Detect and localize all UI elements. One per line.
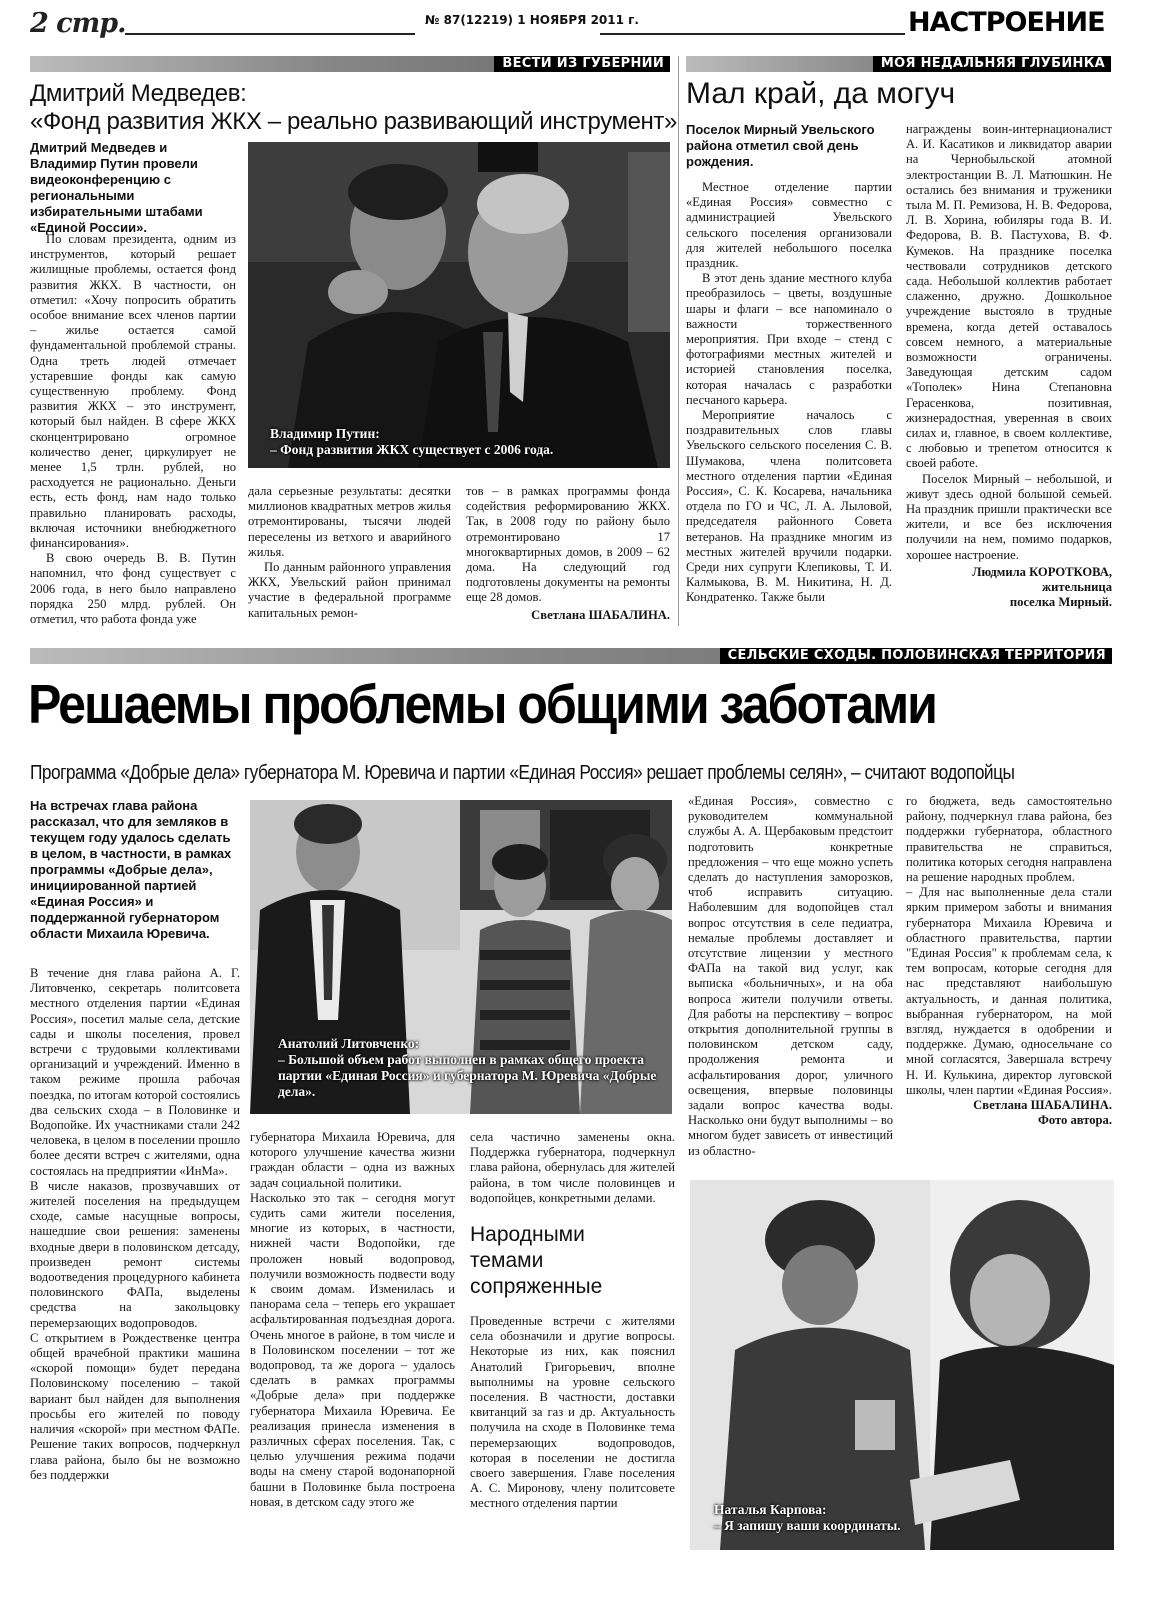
article2-lede: Поселок Мирный Увельского района отметил свой день рождения. bbox=[686, 122, 875, 169]
article3-paragraph: «Единая Россия», совместно с руководителем коммунальной службы А. А. Щербаковым предстоит подготовить конкретные предложения – что еще можно успеть сделать до наступления заморозков, чтоб исправить ситуацию. Наболевшим для водопойцев стал вопрос отсутствия в селе педиатра, немалые проблемы доставляет и отсутствие лицензии у местного ФАПа на такой вид услуг, как выписка «больничных», и на оба вопроса жители получили ответы. Для работы на перспективу – вопрос открытия дополнительной группы в половинском детском саду, продолжения ремонта и асфальтирования дорог, уличного освещения, впервые половинцы задали вопрос качества воды. Насколько они будут выполнимы – во многом будет зависеть от инвестиций из областно- bbox=[688, 794, 893, 1158]
article3-paragraph: С открытием в Рождественке центра общей врачебной практики машина «скорой помощи» будет передана Половинскому поселению – такой вариант был найден для выполнения просьбы его жителей по поводу наличия «скорой» при местном ФАПе. Решение таких вопросов, подчеркнул глава района, было бы не возможно без поддержки bbox=[30, 1330, 240, 1482]
rubric-village: СЕЛЬСКИЕ СХОДЫ. ПОЛОВИНСКАЯ ТЕРРИТОРИЯ bbox=[720, 648, 1112, 664]
article1-paragraph: В свою очередь В. В. Путин напомнил, что фонд существует с 2006 года, в него было направлено порядка 250 млрд. рублей. Он отметил, что работа фонда уже bbox=[30, 551, 236, 627]
karpova-photo bbox=[690, 1180, 1114, 1550]
article1-signature: Светлана ШАБАЛИНА. bbox=[531, 607, 670, 622]
article2-paragraph: награждены воин-интернационалист А. И. Касатиков и ликвидатор аварии на Чернобыльской атомной электростанции В. Л. Матюшкин. Не остались без внимания и труженики тыла М. П. Ремизова, Н. В. Федорова, Л. В. Хорина, юбиляры года В. И. Федорова, В. В. Пастухова, В. Ф. Кумеков. На празднике поселка чествовали сотрудников детского сада. Небольшой коллектив работает слаженно, дружно. Дошкольное учреждение выстояло в трудные времена, когда детей оставалось совсем немного, а материальные возможности ограничены. Заведующая детским садом «Тополек» Нина Степановна Герасенкова, позитивная, жизнерадостная, уверенная в своих силах и, главное, в своем коллективе, с любовью и трепетом относится к своей работе. bbox=[906, 122, 1112, 471]
article2-signature-name: Людмила КОРОТКОВА, bbox=[972, 564, 1112, 579]
article2-column-1 bbox=[686, 180, 892, 606]
article3-photo2-caption bbox=[714, 1502, 901, 1534]
article3-subhead-line3: сопряженные bbox=[470, 1275, 603, 1299]
article3-photo2-caption-speaker: Наталья Карпова: bbox=[714, 1502, 827, 1517]
section-title: НАСТРОЕНИЕ bbox=[908, 7, 1105, 38]
article1-title-line1: Дмитрий Медведев: bbox=[30, 80, 247, 107]
article1-column-1 bbox=[30, 232, 236, 627]
article3-signature: Светлана ШАБАЛИНА. bbox=[973, 1098, 1112, 1113]
article3-paragraph: Проведенные встречи с жителями села обозначили и другие вопросы. Некоторые из них, как пояснил Анатолий Григорьевич, вполне выполнимы на уровне сельского поселения. В частности, доставки квитанций за газ и др. Актуальность получила на сходе в Половинке тема перемерзающих водопроводов, которая в поселении не достигла своего завершения. Главе поселения А. С. Миронову, члену политсовете местного отделения партии bbox=[470, 1314, 675, 1511]
article3-photo1-caption bbox=[278, 1036, 668, 1100]
issue-info: № 87(12219) 1 НОЯБРЯ 2011 г. bbox=[425, 13, 639, 27]
column-divider bbox=[678, 56, 679, 626]
page-number: 2 стр. bbox=[30, 8, 126, 39]
article1-paragraph: По словам президента, одним из инструментов, который решает жилищные проблемы, остается фонд развития ЖКХ. В частности, он отметил: «Хочу попросить обратить особое внимание всех членов партии – жилье остается самой фундаментальной проблемой страны. Одна треть людей отмечает устаревшие фонды как самую существенную проблему. Фонд развития ЖКХ – это инструмент, который был найден. В сфере ЖКХ сконцентрировано огромное количество денег, циркулирует не менее 1,5 трлн. рублей, но расходуется не рационально. Деньги есть, есть фонд, нам надо только правильно планировать расходы, включая источники внебюджетного финансирования». bbox=[30, 232, 236, 551]
article3-headline: Решаемы проблемы общими заботами bbox=[28, 673, 936, 735]
article3-paragraph: В числе наказов, прозвучавших от жителей поселения на предыдущем сходе, самые насущные вопросы, нашедшие свои решения: заменены входные двери в половинском детсаду, произведен ремонт системы водоотведения процедурного кабинета половинского ФАПа, выделены средства на закольцовку перемерзающих водопроводов. bbox=[30, 1178, 240, 1330]
medvedev-putin-photo bbox=[248, 142, 670, 468]
article2-paragraph: В этот день здание местного клуба преобразилось – цветы, воздушные шары и флаги – все напоминало о важности торжественного мероприятия. При входе – стенд с фотографиями местных жителей и историей становления поселка, которая началась с разработки песчаного карьера. bbox=[686, 271, 892, 407]
article3-paragraph: Насколько это так – сегодня могут судить сами жители поселения, многие из которых, в частности, нижней части Водопойки, где проложен новый водопровод, получили возможность подвести воду к своим домам. Изменилась и панорама села – теперь его украшает асфальтированная подъездная дорога. Очень многое в районе, в том числе и в Половинском поселении – тот же водопровод, та же дорога – удалось сделать в рамках программы «Добрые дела» при поддержке губернатора Михаила Юревича. Ее реализация принесла изменения в различных сферах поселения. Так, с целью улучшения режима подачи воды на смену старой водонапорной башни в Половинке была построена новая, в детском саду этого же bbox=[250, 1190, 455, 1509]
rubric-bar-province bbox=[686, 56, 1111, 72]
article3-paragraph: го бюджета, ведь самостоятельно району, подчеркнул глава района, без поддержки губернатора, областного правительства не справиться, политика которых сегодня направлена на решение народных проблем. bbox=[906, 794, 1112, 885]
article2-paragraph: Мероприятие началось с поздравительных слов главы Увельского сельского поселения С. В. Шумакова, члена политсовета местного отделения партии «Единая Россия», С. К. Косарева, начальника отдела по ГО и ЧС, Л. А. Лыловой, председателя районного Совета ветеранов. На празднике многим из местных жителей вручили подарки. Среди них супруги Клепиковы, Т. И. Калмыкова, В. М. Никитина, Н. Д. Кондратенко. Также были bbox=[686, 408, 892, 605]
article1-title-line2: «Фонд развития ЖКХ – реально развивающий инструмент» bbox=[30, 108, 677, 135]
article3-subhead-line1: Народными bbox=[470, 1223, 585, 1247]
rubric-bar-news bbox=[30, 56, 670, 72]
article3-paragraph: губернатора Михаила Юревича, для которого улучшение качества жизни граждан области – одна из важных задач социальной политики. bbox=[250, 1130, 455, 1190]
article2-column-2 bbox=[906, 122, 1112, 610]
article2-signature bbox=[906, 565, 1112, 610]
article3-subheadline: Программа «Добрые дела» губернатора М. Юревича и партии «Единая Россия» решает проблемы селян», – считают водопойцы bbox=[30, 762, 1015, 784]
article3-photo2-caption-quote: – Я запишу ваши координаты. bbox=[714, 1518, 901, 1533]
article3-column-5 bbox=[906, 794, 1112, 1128]
article3-subhead-line2: темами bbox=[470, 1249, 544, 1273]
article3-lede: На встречах глава района рассказал, что для земляков в текущем году удалось сделать в целом, в частности, в рамках программы «Добрые дела», инициированной партией «Единая Россия» и поддержанной губернатором области Михаила Юревича. bbox=[30, 798, 232, 941]
article3-column-1 bbox=[30, 966, 240, 1483]
article3-column-4 bbox=[688, 794, 893, 1159]
article1-paragraph: тов – в рамках программы фонда содействия реформированию ЖКХ. Так, в 2008 году по району было отремонтировано 17 многоквартирных домов, в 2009 – 62 дома. На следующий год подготовлены документы на ремонты еще 28 домов. bbox=[466, 484, 670, 605]
masthead-rule-left bbox=[125, 33, 415, 35]
medvedev-putin-photo-image bbox=[248, 142, 670, 468]
article2-paragraph: Местное отделение партии «Единая Россия» совместно с администрацией Увельского сельского поселения организовали для жителей небольшого поселка праздник. bbox=[686, 180, 892, 271]
article1-paragraph: По данным районного управления ЖКХ, Увельский район принимал участие в федеральной программе капитальных ремон- bbox=[248, 560, 451, 620]
article2-signature-role: жительница bbox=[1042, 579, 1112, 594]
article1-photo-caption-speaker: Владимир Путин: bbox=[270, 426, 380, 441]
rubric-news: ВЕСТИ ИЗ ГУБЕРНИИ bbox=[494, 56, 670, 72]
masthead-rule-right bbox=[600, 33, 905, 35]
article1-column-2 bbox=[248, 484, 451, 621]
article2-paragraph: Поселок Мирный – небольшой, и живут здесь одной большой семьей. На праздник пришли практически все жители, и все без исключения получили на нем, помимо подарков, хорошее настроение. bbox=[906, 471, 1112, 562]
article3-paragraph: села частично заменены окна. Поддержка губернатора, подчеркнул глава района, обернулась для жителей района, в том числе половинцев и водопойцев, конкретными делами. bbox=[470, 1130, 675, 1205]
litovchenko-photo bbox=[250, 800, 672, 1114]
article3-photo1-caption-quote: – Большой объем работ выполнен в рамках общего проекта партии «Единая Россия» и губернатора М. Юревича «Добрые дела». bbox=[278, 1052, 657, 1099]
article3-column-2 bbox=[250, 1130, 455, 1510]
article1-paragraph: дала серьезные результаты: десятки миллионов квадратных метров жилья отремонтированы, тысячи людей переселены из ветхого и аварийного жилья. bbox=[248, 484, 451, 559]
article1-photo-caption bbox=[270, 426, 553, 458]
karpova-photo-image bbox=[690, 1180, 1114, 1550]
article3-paragraph: – Для нас выполненные дела стали ярким примером заботы и внимания губернатора Михаила Юревича и областного правительства, партии "Единая Россия" к проблемам села, к тем вопросам, которые сегодня для нас представляют наибольшую актуальность, и данная политика, выбранная губернатором, на мой взгляд, нуждается в одобрении и поддержке. Думаю, односельчане со мной согласятся, Завершала встречу Н. И. Кулькина, директор луговской школы, член партии «Единая Россия». bbox=[906, 885, 1112, 1097]
article3-photo-credit: Фото автора. bbox=[1038, 1113, 1112, 1128]
article3-paragraph: В течение дня глава района А. Г. Литовченко, секретарь политсовета местного отделения партии «Единая Россия», посетил малые села, детские сады и школы поселения, провел встречи с трудовыми коллективами организаций и учреждений. Именно в таком режиме прошла рабочая поездка, по итогам которой состоялись два сельских схода – в Половинке и Водопойке. Их участниками стали 242 человека, в целом в поселении прошло более десяти встреч с жителями, одна состоялась на предприятии «ИнМа». bbox=[30, 966, 240, 1178]
article3-subhead bbox=[470, 1222, 675, 1300]
article2-title: Мал край, да могуч bbox=[686, 77, 956, 110]
article2-signature-place: поселка Мирный. bbox=[1009, 594, 1112, 609]
article1-column-3 bbox=[466, 484, 670, 623]
rubric-bar-village bbox=[30, 648, 1112, 664]
rubric-province: МОЯ НЕДАЛЬНЯЯ ГЛУБИНКА bbox=[873, 56, 1111, 72]
article3-photo1-caption-speaker: Анатолий Литовченко: bbox=[278, 1036, 420, 1051]
article1-title bbox=[30, 80, 680, 136]
article1-photo-caption-quote: – Фонд развития ЖКХ существует с 2006 года. bbox=[270, 442, 554, 457]
article3-column-3 bbox=[470, 1130, 675, 1512]
article1-lede: Дмитрий Медведев и Владимир Путин провели видеоконференцию с региональными избирательными штабами «Единой России». bbox=[30, 140, 203, 235]
